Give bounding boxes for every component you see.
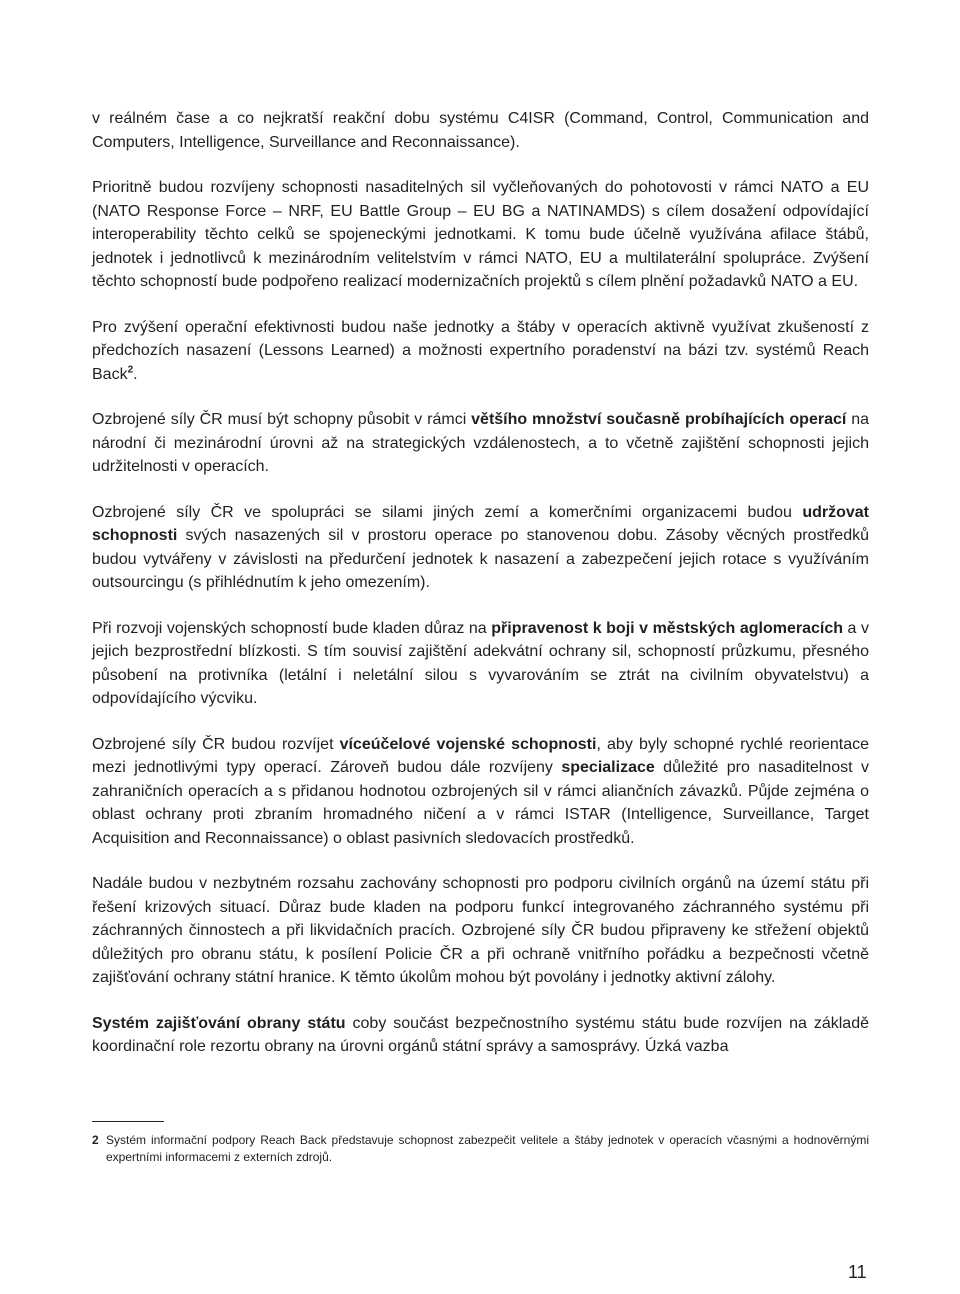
text-run: . — [133, 365, 138, 383]
paragraph-6 — [92, 617, 869, 711]
text-run: coby součást bezpečnostního systému státu bude rozvíjen na základě koordinační role rezortu obrany na úrovni orgánů státní správy a samosprávy. Úzká vazba — [92, 1014, 869, 1055]
paragraph-2 — [92, 176, 869, 294]
bold-text-run: Systém zajišťování obrany státu — [92, 1014, 346, 1032]
text-run: Pro zvýšení operační efektivnosti budou naše jednotky a štáby v operacích aktivně využívat zkušeností z předchozích nasazení (Lessons Learned) a možnosti expertního poradenství na bázi tzv. systémů Reach Back — [92, 318, 869, 383]
text-run: Prioritně budou rozvíjeny schopnosti nasaditelných sil vyčleňovaných do pohotovosti v rámci NATO a EU (NATO Response Force – NRF, EU Battle Group – EU BG a NATINAMDS) s cílem dosažení odpovídající interoperability těchto celků se spojeneckými jednotkami. K tomu bude účelně využívána afilace štábů, jednotek i jednotlivců k mezinárodním velitelstvím v rámci NATO, EU a multilaterální spolupráce. Zvýšení těchto schopností bude podpořeno realizací modernizačních projektů s cílem plnění požadavků NATO a EU. — [92, 179, 869, 290]
paragraph-7 — [92, 733, 869, 851]
bold-text-run: udržovat schopnosti — [92, 503, 869, 544]
text-run: v reálném čase a co nejkratší reakční dobu systému C4ISR (Command, Control, Communication and Computers, Intelligence, Surveillance and Reconnaissance). — [92, 110, 869, 151]
text-run: Ozbrojené síly ČR musí být schopny působit v rámci — [92, 411, 472, 428]
text-run: , aby byly schopné rychlé reorientace mezi jednotlivými typy operací. Zároveň budou dále rozvíjeny — [92, 735, 870, 776]
text-run: Při rozvoji vojenských schopností bude kladen důraz na — [92, 619, 492, 637]
paragraph-8 — [92, 872, 869, 990]
paragraph-3 — [92, 316, 869, 387]
text-run: Ozbrojené síly ČR ve spolupráci se silami jiných zemí a komerčními organizacemi budou — [92, 503, 803, 521]
bold-text-run: specializace — [561, 759, 655, 776]
page-body — [92, 107, 869, 1081]
footnote-text: Systém informační podpory Reach Back představuje schopnost zabezpečit velitele a štáby jednotek v operacích včasnými a hodnověrnými expertními informacemi z externích zdrojů. — [106, 1133, 869, 1164]
footnote-number: 2 — [92, 1133, 99, 1147]
paragraph-1 — [92, 107, 869, 154]
text-run: svých nasazených sil v prostoru operace po stanovenou dobu. Zásoby věcných prostředků budou vytvářeny v závislosti na předurčení jednotek k nasazení a zabezpečení jejich rotace s využíváním outsourcingu (s přihlédnutím k jeho omezením). — [92, 527, 869, 591]
paragraph-5 — [92, 501, 869, 595]
bold-text-run: připravenost k boji v městských aglomeracích — [491, 619, 843, 637]
bold-text-run: víceúčelové vojenské schopnosti — [339, 735, 597, 753]
footnote — [92, 1132, 869, 1166]
page-number: 11 — [848, 1262, 867, 1282]
text-run: Nadále budou v nezbytném rozsahu zachovány schopnosti pro podporu civilních orgánů na území státu při řešení krizových situací. Důraz bude kladen na podporu funkcí integrovaného záchranného systému při záchranných činnostech a při likvidačních pracích. Ozbrojené síly ČR budou připraveny ke střežení objektů důležitých pro obranu státu, k posílení Policie ČR a při ochraně vnitřního pořádku a bezpečnosti včetně zajišťování ochrany státní hranice. K těmto úkolům mohou být povolány i jednotky aktivní zálohy. — [92, 875, 869, 986]
footnote-reference: 2 — [127, 364, 134, 376]
text-run: Ozbrojené síly ČR budou rozvíjet — [92, 735, 340, 753]
text-run: a v jejich bezprostřední blízkosti. S tím souvisí zajištění adekvátní ochrany sil, schopností průzkumu, přesného působení na protivníka (letální i neletální silou s vyvarováním se ztrát na civilním obyvatelstvu) a odpovídajícího výcviku. — [92, 619, 869, 707]
paragraph-9 — [92, 1012, 869, 1059]
text-run: důležité pro nasaditelnost v zahraničních operacích a s přidanou hodnotou ozbrojených sil v rámci aliančních závazků. Půjde zejména o oblast ochrany proti zbraním hromadného ničení a v rámci ISTAR (Intelligence, Surveillance, Target Acquisition and Reconnaissance) o oblast pasivních sledovacích prostředků. — [92, 759, 870, 847]
footnote-separator — [92, 1121, 164, 1122]
text-run: na národní či mezinárodní úrovni až na strategických vzdálenostech, a to včetně zajištění schopnosti jejich udržitelnosti v operacích. — [92, 411, 870, 475]
paragraph-4 — [92, 408, 869, 479]
bold-text-run: většího množství současně probíhajících operací — [471, 411, 847, 428]
